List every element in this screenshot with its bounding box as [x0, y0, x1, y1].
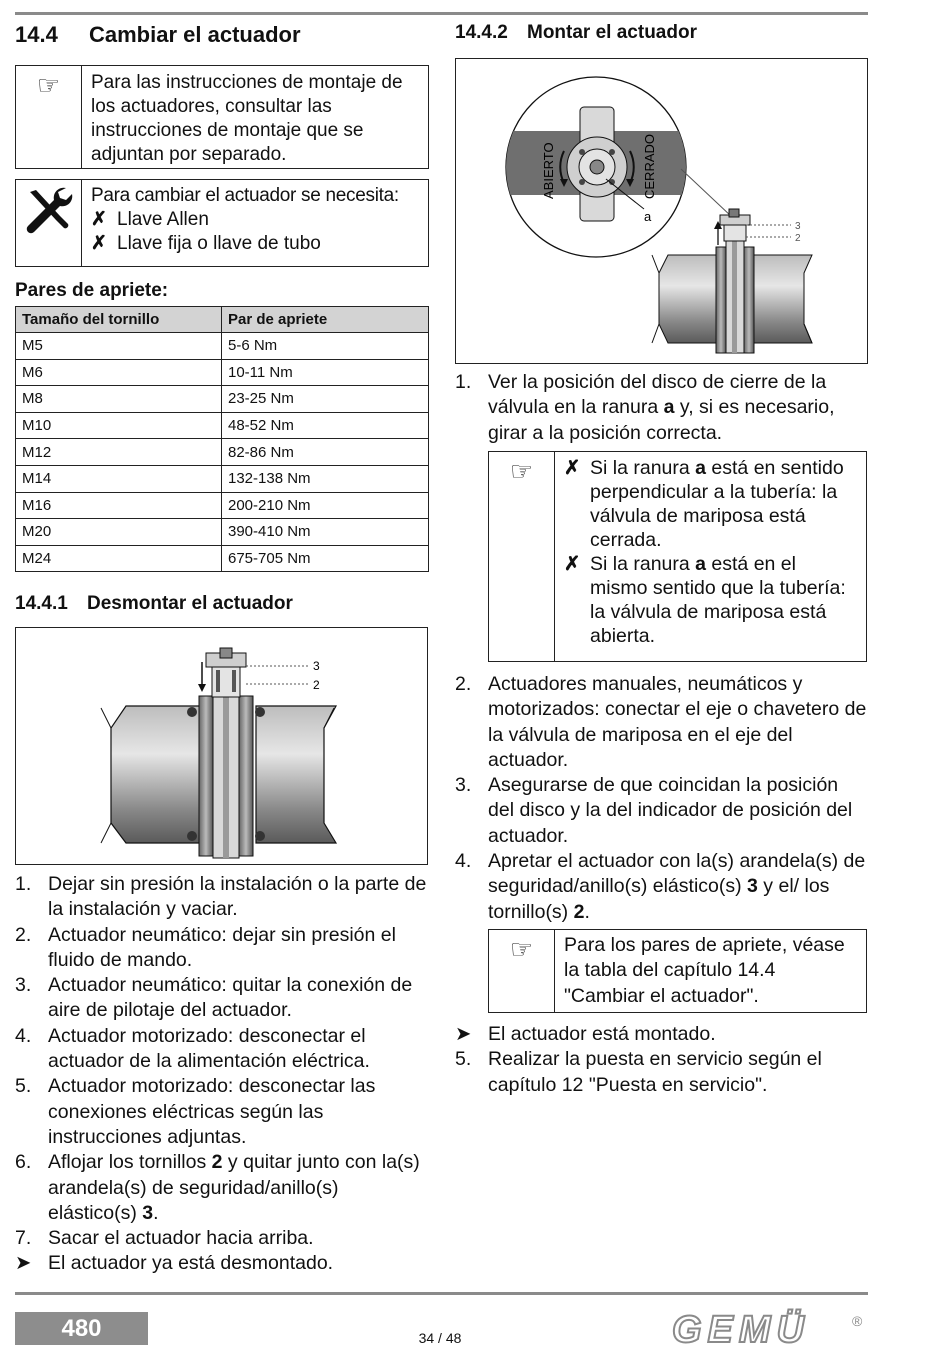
- section-heading: [15, 22, 301, 48]
- table-row: M10 48-52 Nm: [16, 412, 429, 439]
- list-item: 2. Actuadores manuales, neumáticos y motorizados: conectar el eje o chavetero de la válvula de mariposa en el eje del actuador.: [455, 673, 867, 771]
- table-row: M8 23-25 Nm: [16, 386, 429, 413]
- list-item: 1. Dejar sin presión la instalación o la parte de la instalación y vaciar.: [15, 873, 427, 921]
- mount-step-1: [455, 370, 867, 446]
- pointing-hand-icon: ☞: [36, 70, 61, 100]
- arrow-icon: ➤: [455, 1023, 472, 1045]
- figure-label-3: 3: [313, 659, 320, 673]
- list-item: 2. Actuador neumático: dejar sin presión el fluido de mando.: [15, 923, 396, 971]
- brand-wordmark: GEMÜ: [672, 1309, 810, 1351]
- dismount-step-6: Aflojar los tornillos 2 y quitar junto con la(s) arandela(s) de seguridad/anillo(s) elástico(s) 3.: [48, 1151, 420, 1224]
- note-torque-box: [488, 929, 867, 1013]
- label-open: ABIERTO: [541, 142, 556, 199]
- brand-logo-svg: [668, 1306, 868, 1352]
- figure-label-3: 3: [795, 221, 801, 232]
- list-item: 4. Actuador motorizado: desconectar el actuador de la alimentación eléctrica.: [15, 1024, 370, 1073]
- table-row: M20 390-410 Nm: [16, 519, 429, 546]
- list-item: 3. Actuador neumático: quitar la conexión de aire de pilotaje del actuador.: [15, 974, 413, 1022]
- result-item: ➤ El actuador está montado.: [455, 1022, 867, 1047]
- section-title: Cambiar el actuador: [89, 22, 301, 47]
- wrench-screwdriver-icon: [22, 184, 76, 238]
- mount-steps-mid: [455, 672, 867, 925]
- figure-label-2: 2: [313, 678, 320, 692]
- tools-icon-cell: [16, 180, 82, 266]
- note-slot-text: [555, 452, 866, 661]
- note-assembly-text: Para las instrucciones de montaje de los actuadores, consultar las instrucciones de montaje que se adjuntan por separado.: [91, 72, 403, 165]
- valve-pipe-illustration: [16, 628, 428, 865]
- note-slot-box: [488, 451, 867, 662]
- dismount-steps: [15, 872, 427, 1277]
- tools-intro: Para cambiar el actuador se necesita:: [91, 185, 399, 206]
- hand-icon-cell: [16, 66, 82, 168]
- pointing-hand-icon: ☞: [509, 934, 534, 964]
- arrow-icon: ➤: [15, 1252, 32, 1275]
- list-item: 7. Sacar el actuador hacia arriba.: [15, 1227, 314, 1250]
- note-slot-closed: Si la ranura a está en sentido perpendicular a la tubería: la válvula de mariposa está cerrada.: [590, 457, 844, 551]
- table-row: M12 82-86 Nm: [16, 439, 429, 466]
- table-header-row: [16, 307, 429, 333]
- registered-mark: ®: [852, 1313, 863, 1329]
- hand-icon-cell: [489, 452, 555, 661]
- column-header: Tamaño del tornillo: [16, 307, 222, 333]
- mount-step-1-text: Ver la posición del disco de cierre de la válvula en la ranura a y, si es necesario, girar a la posición correcta.: [488, 371, 835, 444]
- tools-item: ✗ Llave Allen: [91, 209, 209, 230]
- torque-table: [15, 306, 429, 572]
- check-icon: ✗: [91, 209, 107, 230]
- torque-heading: Pares de apriete:: [15, 280, 169, 301]
- label-slot-a: a: [644, 209, 652, 224]
- note-torque-text: Para los pares de apriete, véase la tabla del capítulo 14.4 "Cambiar el actuador".: [564, 934, 845, 1007]
- list-item: 5. Realizar la puesta en servicio según el capítulo 12 "Puesta en servicio".: [455, 1048, 822, 1096]
- section-number: 14.4: [15, 22, 58, 47]
- figure-label-2: 2: [795, 233, 801, 244]
- list-item: 5. Actuador motorizado: desconectar las conexiones eléctricas según las instrucciones adjuntas.: [15, 1075, 376, 1148]
- table-row: M14 132-138 Nm: [16, 465, 429, 492]
- mount-steps-end: [455, 1022, 867, 1098]
- list-item: 1. Ver la posición del disco de cierre de la válvula en la ranura a y, si es necesario, girar a la posición correcta.: [455, 370, 867, 446]
- pointing-hand-icon: ☞: [509, 456, 534, 486]
- check-icon: ✗: [564, 457, 581, 479]
- check-icon: ✗: [91, 233, 107, 254]
- mount-step-4-text: Apretar el actuador con la(s) arandela(s) de seguridad/anillo(s) elástico(s) 3 y el/ los tornillo(s) 2.: [488, 850, 866, 923]
- table-row: M16 200-210 Nm: [16, 492, 429, 519]
- mount-figure: [455, 58, 868, 364]
- top-rule: [15, 12, 868, 15]
- page-number: 34 / 48: [418, 1330, 462, 1346]
- list-item: [564, 552, 858, 648]
- column-header: Par de apriete: [222, 307, 429, 333]
- note-slot-open: Si la ranura a está en el mismo sentido que la tubería: la válvula de mariposa está abierta.: [590, 553, 846, 647]
- label-closed: CERRADO: [642, 133, 657, 199]
- table-row: M6 10-11 Nm: [16, 359, 429, 386]
- table-row: M5 5-6 Nm: [16, 333, 429, 360]
- result-item: ➤ El actuador ya está desmontado.: [15, 1251, 427, 1276]
- check-icon: ✗: [564, 553, 581, 575]
- valve-top-and-side-illustration: [456, 59, 868, 364]
- bottom-rule: [15, 1292, 868, 1295]
- dismount-figure: [15, 627, 428, 865]
- mount-heading: 14.4.2 Montar el actuador: [455, 22, 697, 43]
- tools-text: [82, 180, 428, 266]
- list-item: 4. Apretar el actuador con la(s) arandela(s) de seguridad/anillo(s) elástico(s) 3 y el/ los tornillo(s) 2.: [455, 849, 867, 925]
- manual-number-badge: 480: [15, 1312, 148, 1345]
- gemu-logo: [668, 1306, 868, 1357]
- list-item: 3. Asegurarse de que coincidan la posición del disco y la del indicador de posición del actuador.: [455, 774, 853, 847]
- list-item: 6. Aflojar los tornillos 2 y quitar junto con la(s) arandela(s) de seguridad/anillo(s) elástico(s) 3.: [15, 1150, 427, 1226]
- dismount-heading: 14.4.1 Desmontar el actuador: [15, 593, 293, 614]
- hand-icon-cell: [489, 930, 555, 1012]
- tools-box: [15, 179, 429, 267]
- note-assembly-box: [15, 65, 429, 169]
- table-row: M24 675-705 Nm: [16, 545, 429, 572]
- list-item: [564, 456, 858, 552]
- tools-item: ✗ Llave fija o llave de tubo: [91, 233, 321, 254]
